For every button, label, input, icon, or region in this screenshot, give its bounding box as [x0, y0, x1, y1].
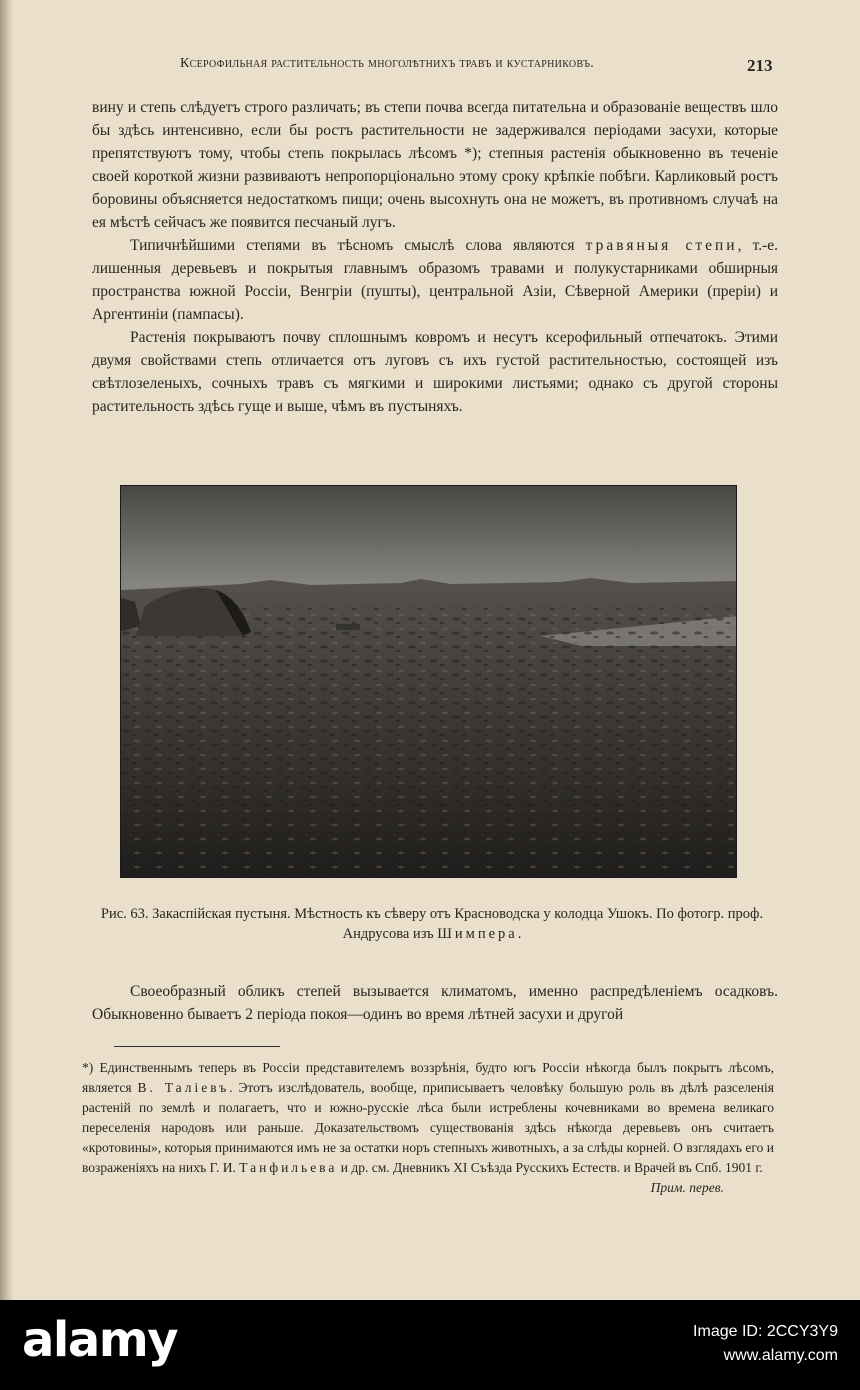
footnote-text-1: *) Единственнымъ теперь въ Россіи представителемъ воззрѣнія, будто югъ Россіи нѣкогда былъ покрытъ лѣсомъ, является	[82, 1060, 774, 1095]
paragraph-4: Своеобразный обликъ степей вызывается климатомъ, именно распредѣленіемъ осадковъ. Обыкновенно бываетъ 2 періода покоя—одинъ во время лѣтней засухи и другой	[92, 983, 778, 1023]
figure-caption-end: .	[517, 926, 522, 942]
footnote-author-1: В. Таліевъ	[137, 1080, 230, 1095]
footnote-text-2: . Этотъ изслѣдователь, вообще, приписываетъ человѣку большую роль въ дѣлѣ разселенія растеній по землѣ и полагаетъ, что и южно-русскіе лѣса были истреблены кочевниками во времена великаго переселенія народовъ или раньше. Доказательствомъ существованія здѣсь нѣкогда деревьевъ онъ считаетъ «кротовины», которыя принимаются имъ не за остатки норъ степныхъ животныхъ, а за слѣды корней. О взглядахъ его и возраженіяхъ на нихъ Г. И.	[82, 1080, 774, 1175]
footnote	[82, 1058, 774, 1198]
footnote-signature: Прим. перев.	[650, 1180, 724, 1195]
paragraph-2	[92, 234, 778, 326]
body-text-lower	[92, 980, 778, 1026]
steppe-photo-image	[121, 486, 737, 878]
page-number: 213	[747, 56, 773, 75]
steppe-photograph	[120, 485, 737, 878]
figure-caption-text: Рис. 63. Закаспійская пустыня. Мѣстность къ сѣверу отъ Красноводска у колодца Ушокъ. По фотогр. проф. Андрусова изъ	[100, 906, 764, 942]
watermark-info	[693, 1320, 838, 1368]
paragraph-2-end: , т.-е. лишенныя деревьевъ и покрытыя главнымъ образомъ травами и полукустарниками обширныя пространства южной Россіи, Венгріи (пушты), центральной Азіи, Сѣверной Америки (преріи) и Аргентиніи (пампасы).	[92, 237, 778, 323]
watermark-image-id: Image ID: 2CCY3Y9	[693, 1323, 838, 1340]
watermark-logo: alamy	[22, 1312, 178, 1368]
footnote-text-3: и др. см. Дневникъ XI Съѣзда Русскихъ Естеств. и Врачей въ Спб. 1901 г.	[337, 1160, 763, 1175]
paragraph-2-spaced-term: травяныя степи	[585, 237, 738, 254]
watermark-site: www.alamy.com	[723, 1347, 838, 1364]
figure-caption-author: Шимпера	[437, 926, 518, 942]
page-gutter	[0, 0, 14, 1300]
paragraph-2-start: Типичнѣйшими степями въ тѣсномъ смыслѣ слова являются	[130, 237, 586, 254]
paragraph-1: вину и степь слѣдуетъ строго различать; въ степи почва всегда питательна и образованіе веществъ шло бы здѣсь интенсивно, если бы ростъ растительности не задерживался періодами засухи, которые препятствуютъ тому, чтобы степь покрылась лѣсомъ *); степныя растенія обыкновенно въ теченіе своей короткой жизни развиваютъ непропорціонально этому сроку крѣпкіе побѣги. Карликовый ростъ боровины объясняется недостаткомъ пищи; очень высохнуть она не можетъ, въ противномъ случаѣ на ея мѣстѣ сейчасъ же появится песчаный лугъ.	[92, 99, 778, 231]
footnote-rule	[114, 1046, 280, 1047]
running-head: Ксерофильная растительность многолѣтнихъ травъ и кустарниковъ.	[180, 56, 595, 71]
paragraph-3: Растенія покрываютъ почву сплошнымъ ковромъ и несутъ ксерофильный отпечатокъ. Этими двумя свойствами степь отличается отъ луговъ съ ихъ густой растительностью, состоящей изъ свѣтлозеленыхъ, сочныхъ травъ съ мягкими и широкими листьями; однако съ другой стороны растительность здѣсь гуще и выше, чѣмъ въ пустыняхъ.	[92, 329, 778, 415]
footnote-author-2: Танфильева	[239, 1160, 338, 1175]
figure-caption	[82, 904, 782, 944]
body-text-upper	[92, 96, 778, 418]
